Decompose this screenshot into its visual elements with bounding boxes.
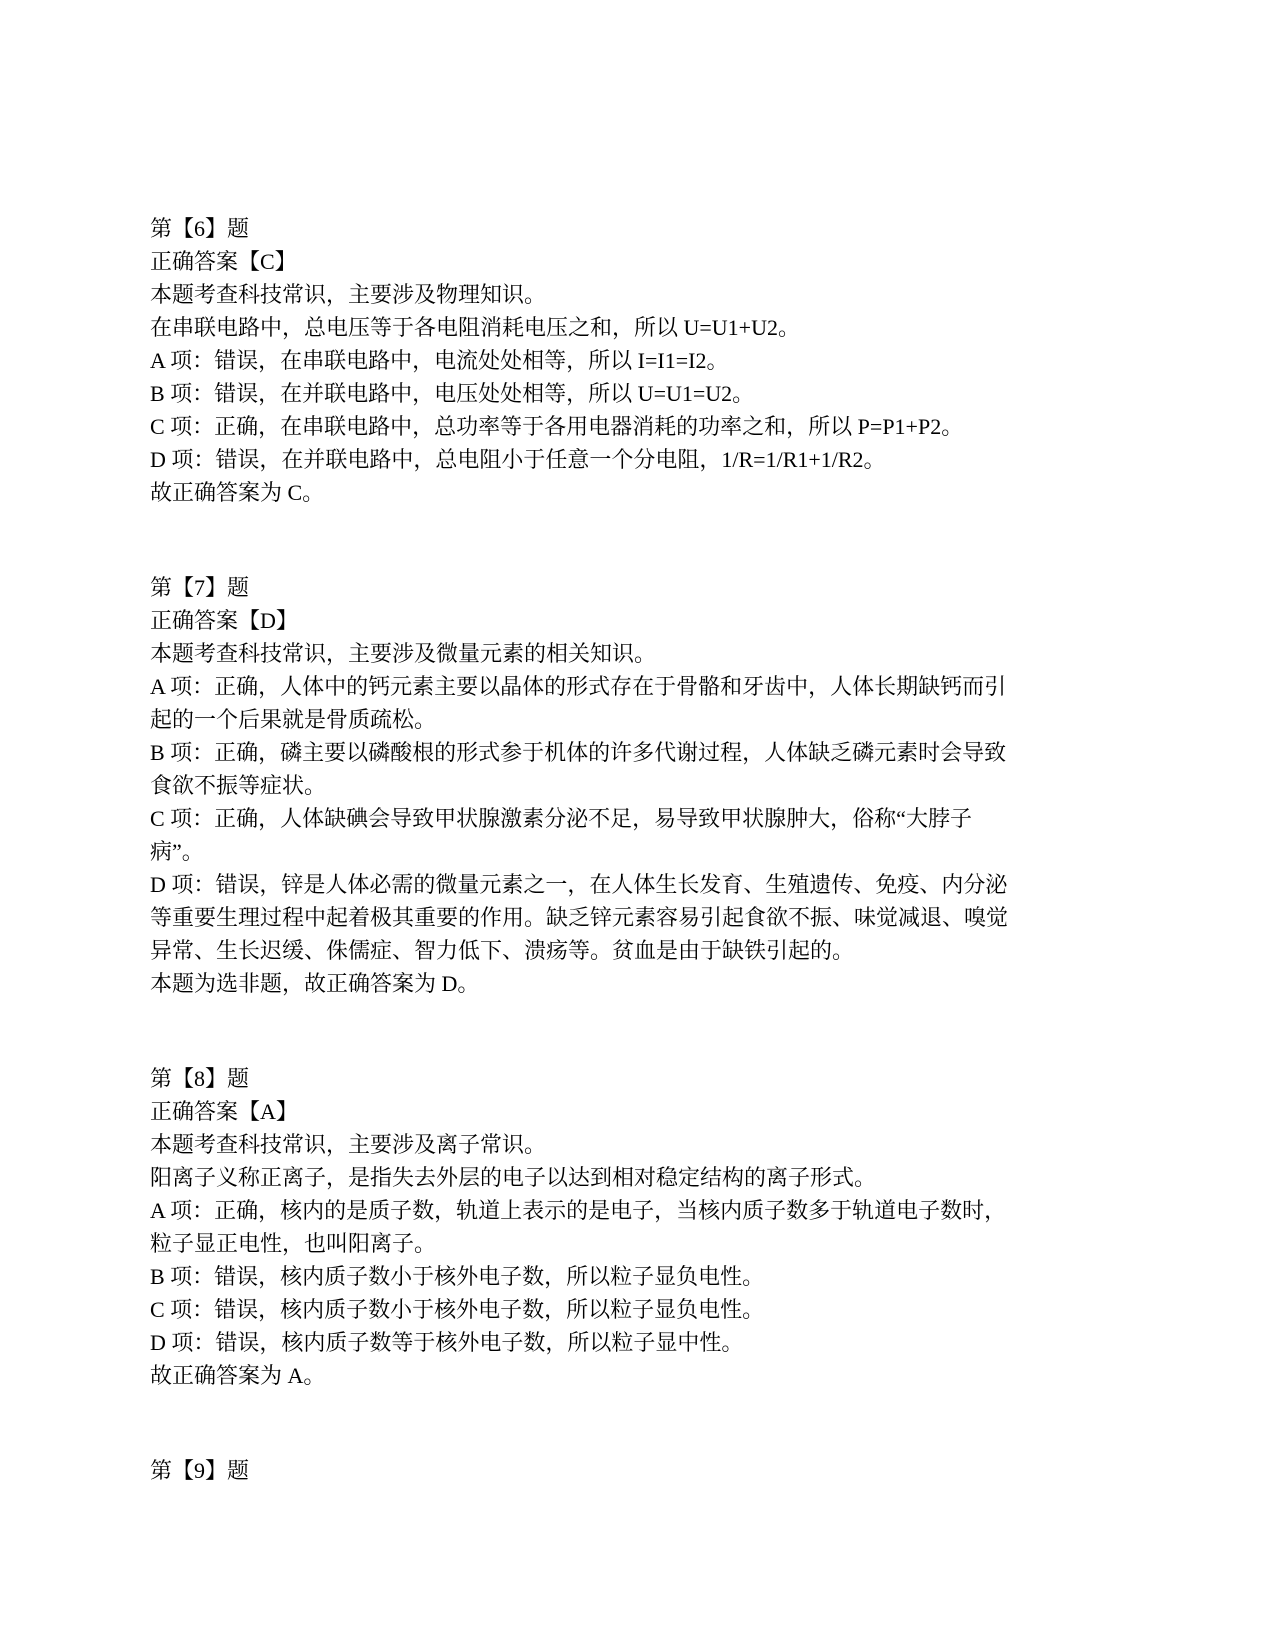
conclusion-line: 故正确答案为 A。 <box>150 1363 326 1388</box>
text-line: 本题考查科技常识，主要涉及微量元素的相关知识。 <box>150 641 657 666</box>
question-6-title: 第【6】题 <box>150 216 250 241</box>
option-a-explanation-cont: 粒子显正电性，也叫阳离子。 <box>150 1231 437 1256</box>
question-8-title: 第【8】题 <box>150 1066 250 1091</box>
option-a-explanation-cont: 起的一个后果就是骨质疏松。 <box>150 707 437 732</box>
conclusion-line: 本题为选非题，故正确答案为 D。 <box>150 971 480 996</box>
option-d-explanation: D 项：错误，在并联电路中，总电阻小于任意一个分电阻，1/R=1/R1+1/R2。 <box>150 447 886 472</box>
question-8-section <box>150 1062 1095 1392</box>
text-line: 阳离子义称正离子，是指失去外层的电子以达到相对稳定结构的离子形式。 <box>150 1165 877 1190</box>
option-c-explanation: C 项：正确，在串联电路中，总功率等于各用电器消耗的功率之和，所以 P=P1+P2。 <box>150 414 964 439</box>
option-a-explanation: A 项：正确，核内的是质子数，轨道上表示的是电子，当核内质子数多于轨道电子数时， <box>150 1198 1007 1223</box>
option-d-explanation-cont: 异常、生长迟缓、侏儒症、智力低下、溃疡等。贫血是由于缺铁引起的。 <box>150 938 855 963</box>
text-line: 本题考查科技常识，主要涉及离子常识。 <box>150 1132 547 1157</box>
question-7-section <box>150 571 1095 1000</box>
option-d-explanation-cont: 等重要生理过程中起着极其重要的作用。缺乏锌元素容易引起食欲不振、味觉减退、嗅觉 <box>150 905 1009 930</box>
question-9-title: 第【9】题 <box>150 1458 250 1483</box>
question-8-answer: 正确答案【A】 <box>150 1099 298 1124</box>
option-c-explanation-cont: 病”。 <box>150 839 204 864</box>
option-c-explanation: C 项：错误，核内质子数小于核外电子数，所以粒子显负电性。 <box>150 1297 765 1322</box>
question-7-title: 第【7】题 <box>150 575 250 600</box>
option-b-explanation-cont: 食欲不振等症状。 <box>150 773 327 798</box>
option-b-explanation: B 项：错误，核内质子数小于核外电子数，所以粒子显负电性。 <box>150 1264 765 1289</box>
option-b-explanation: B 项：正确，磷主要以磷酸根的形式参于机体的许多代谢过程，人体缺乏磷元素时会导致 <box>150 740 1007 765</box>
option-d-explanation: D 项：错误，锌是人体必需的微量元素之一，在人体生长发育、生殖遗传、免疫、内分泌 <box>150 872 1008 897</box>
option-a-explanation: A 项：正确，人体中的钙元素主要以晶体的形式存在于骨骼和牙齿中，人体长期缺钙而引 <box>150 674 1007 699</box>
question-9-section <box>150 1454 1095 1487</box>
question-6-answer: 正确答案【C】 <box>150 249 297 274</box>
page-content <box>150 212 1095 1549</box>
option-d-explanation: D 项：错误，核内质子数等于核外电子数，所以粒子显中性。 <box>150 1330 744 1355</box>
option-a-explanation: A 项：错误，在串联电路中，电流处处相等，所以 I=I1=I2。 <box>150 348 729 373</box>
text-line: 在串联电路中，总电压等于各电阻消耗电压之和，所以 U=U1+U2。 <box>150 315 800 340</box>
text-line: 本题考查科技常识，主要涉及物理知识。 <box>150 282 547 307</box>
option-c-explanation: C 项：正确，人体缺碘会导致甲状腺激素分泌不足，易导致甲状腺肿大，俗称“大脖子 <box>150 806 972 831</box>
question-7-answer: 正确答案【D】 <box>150 608 298 633</box>
conclusion-line: 故正确答案为 C。 <box>150 480 325 505</box>
question-6-section <box>150 212 1095 509</box>
option-b-explanation: B 项：错误，在并联电路中，电压处处相等，所以 U=U1=U2。 <box>150 381 755 406</box>
